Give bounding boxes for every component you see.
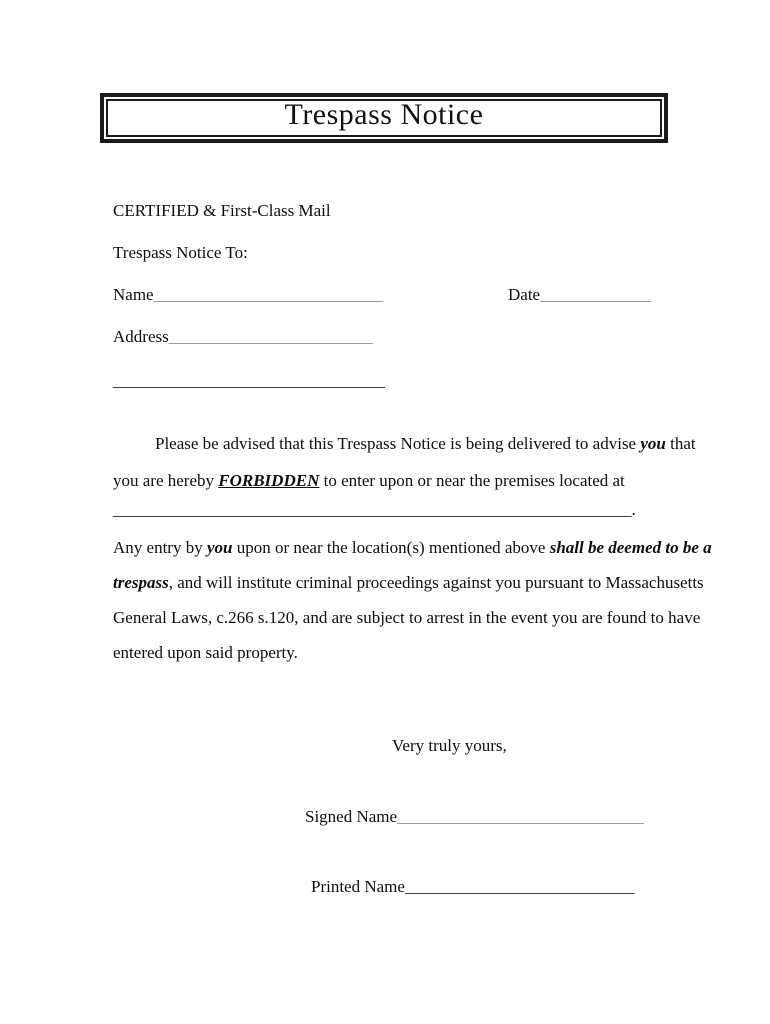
paragraph-2-text-f: General Laws, c.266 s.120, and are subject to arrest in the event you are found to have <box>113 608 701 627</box>
name-label: Name <box>113 285 154 304</box>
paragraph-2-text-g: entered upon said property. <box>113 643 298 662</box>
paragraph-2-line-1 <box>113 538 712 558</box>
name-date-row <box>113 285 669 305</box>
mail-class-line <box>113 201 331 221</box>
printed-name-label: Printed Name <box>311 877 405 896</box>
date-label: Date <box>508 285 541 304</box>
signed-name-row <box>305 807 644 827</box>
closing-salutation: Very truly yours, <box>392 736 507 755</box>
paragraph-1-text-c: that <box>665 434 696 453</box>
date-fill-line: _____________ <box>540 285 651 304</box>
paragraph-2-line-2 <box>113 573 704 593</box>
closing-salutation-row <box>392 736 507 756</box>
date-group <box>508 285 651 305</box>
paragraph-1-text-a: Please be advised that this Trespass Notice is being delivered to advise <box>155 434 641 453</box>
address-row <box>113 327 373 347</box>
title-box <box>100 93 668 143</box>
title-box-inner <box>106 99 662 137</box>
mail-class-text: CERTIFIED & First-Class Mail <box>113 201 331 220</box>
paragraph-2-line-3 <box>113 608 700 628</box>
signed-name-label: Signed Name <box>305 807 398 826</box>
document-title: Trespass Notice <box>284 98 484 131</box>
address-fill-line-2: ________________________________ <box>113 371 385 390</box>
you-emphasis-2: you <box>206 538 233 557</box>
signed-name-fill-line: _____________________________ <box>397 807 644 826</box>
premises-fill-line: _____________________________________________________________ <box>113 500 632 519</box>
notice-to-line <box>113 243 248 263</box>
address-label: Address <box>113 327 169 346</box>
paragraph-2-text-e: , and will institute criminal proceedings against you pursuant to Massachusetts <box>168 573 704 592</box>
printed-name-fill-line: ___________________________ <box>404 877 635 896</box>
forbidden-emphasis: FORBIDDEN <box>218 471 320 490</box>
printed-name-row <box>311 877 634 897</box>
address-fill-line: ________________________ <box>168 327 373 346</box>
premises-row <box>113 500 636 520</box>
paragraph-1-line-2 <box>113 471 625 491</box>
trespass-emphasis: trespass <box>113 573 169 592</box>
premises-period: . <box>631 500 636 519</box>
paragraph-1-text-d: you are hereby <box>113 471 219 490</box>
paragraph-2-line-4 <box>113 643 298 663</box>
paragraph-2-text-c: upon or near the location(s) mentioned above <box>232 538 550 557</box>
paragraph-1-text-e: to enter upon or near the premises located at <box>319 471 625 490</box>
paragraph-1-line-1 <box>113 434 696 454</box>
deemed-emphasis: shall be deemed to be a <box>549 538 712 557</box>
you-emphasis-1: you <box>640 434 666 453</box>
name-fill-line: ___________________________ <box>153 285 384 304</box>
paragraph-2-text-a: Any entry by <box>113 538 207 557</box>
address-row-2 <box>113 371 385 391</box>
notice-to-label: Trespass Notice To: <box>113 243 248 262</box>
